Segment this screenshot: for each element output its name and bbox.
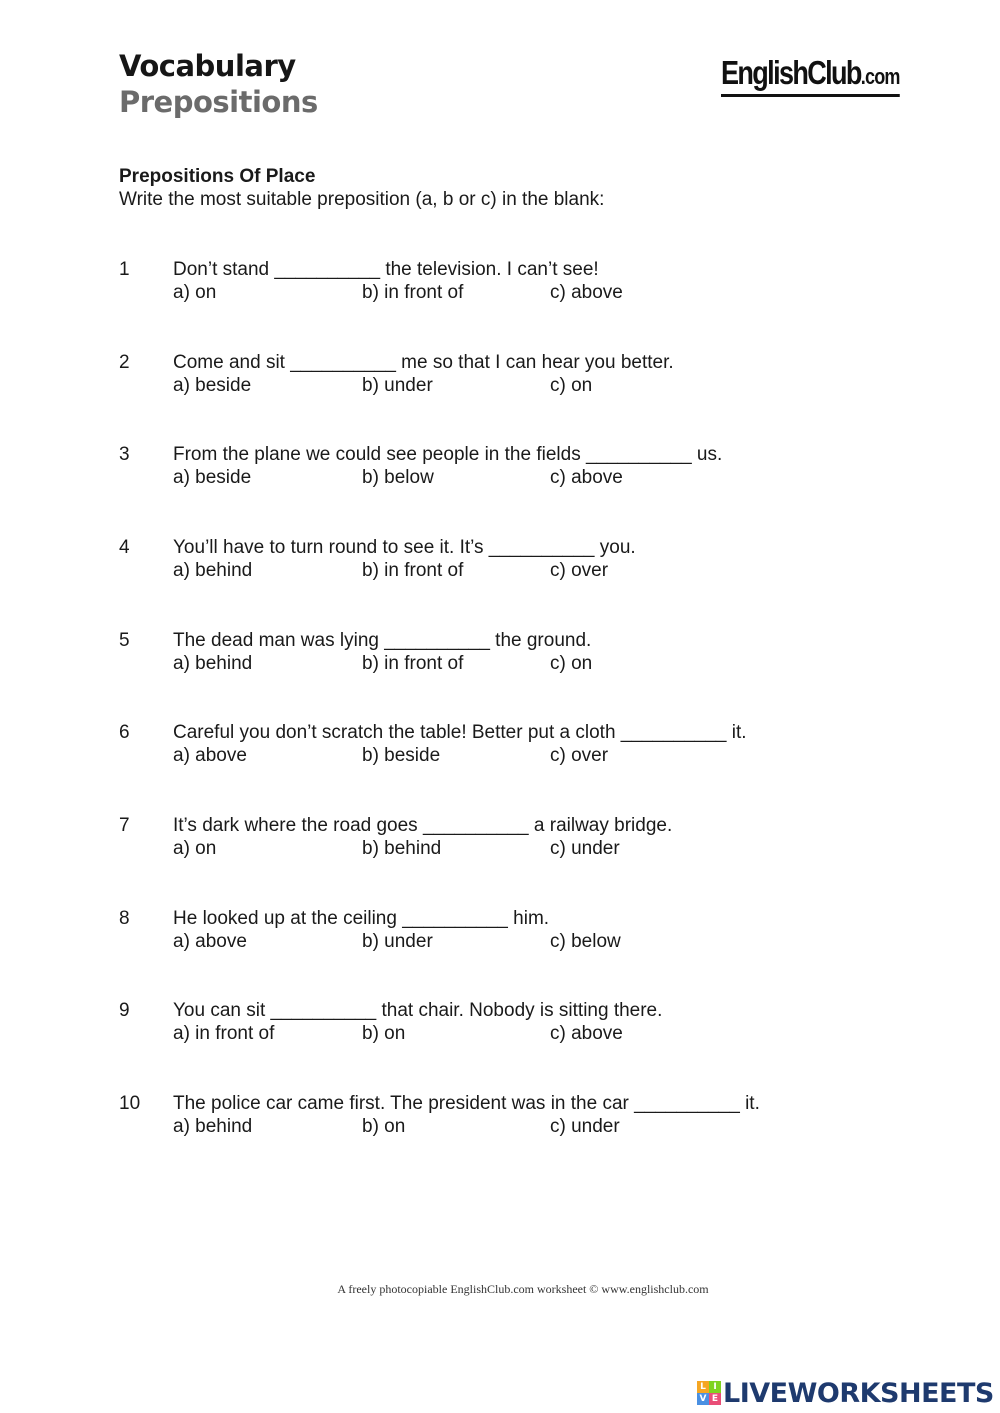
option-a[interactable]: a) beside xyxy=(173,467,252,488)
option-c[interactable]: c) above xyxy=(550,467,623,488)
footer-note: A freely photocopiable EnglishClub.com worksheet © www.englishclub.com xyxy=(337,1282,709,1296)
option-b[interactable]: b) on xyxy=(362,1116,406,1137)
question-number: 6 xyxy=(119,722,130,743)
question-text: Don’t stand __________ the television. I can’t see! xyxy=(173,259,599,280)
option-a[interactable]: a) behind xyxy=(173,1116,253,1137)
option-c[interactable]: c) below xyxy=(550,931,621,952)
option-c[interactable]: c) over xyxy=(550,745,609,766)
option-c[interactable]: c) over xyxy=(550,560,609,581)
title-prepositions: Prepositions xyxy=(119,85,318,119)
question-number: 1 xyxy=(119,259,130,280)
option-b[interactable]: b) beside xyxy=(362,745,441,766)
option-c[interactable]: c) under xyxy=(550,1116,620,1137)
logo-tile-e: E xyxy=(709,1393,721,1405)
logo-tile-l: L xyxy=(697,1381,709,1393)
option-a[interactable]: a) above xyxy=(173,931,247,952)
option-b[interactable]: b) in front of xyxy=(362,560,464,581)
option-a[interactable]: a) on xyxy=(173,282,217,303)
option-a[interactable]: a) in front of xyxy=(173,1023,275,1044)
question-text: The dead man was lying __________ the ground. xyxy=(173,630,592,651)
option-b[interactable]: b) in front of xyxy=(362,653,464,674)
logo-tile-i: I xyxy=(709,1381,721,1393)
question-text: From the plane we could see people in the fields __________ us. xyxy=(173,444,723,465)
option-b[interactable]: b) in front of xyxy=(362,282,464,303)
liveworksheets-text: LIVEWORKSHEETS xyxy=(723,1377,994,1409)
option-c[interactable]: c) under xyxy=(550,838,620,859)
option-b[interactable]: b) on xyxy=(362,1023,406,1044)
question-number: 10 xyxy=(119,1093,141,1114)
question-text: Come and sit __________ me so that I can hear you better. xyxy=(173,352,674,373)
logo-main-text: EnglishClub xyxy=(721,54,861,91)
englishclub-logo[interactable] xyxy=(721,56,900,97)
liveworksheets-badge[interactable] xyxy=(697,1378,994,1408)
question-text: You’ll have to turn round to see it. It’s __________ you. xyxy=(173,537,636,558)
question-number: 7 xyxy=(119,815,130,836)
option-b[interactable]: b) below xyxy=(362,467,434,488)
logo-tile-v: V xyxy=(697,1393,709,1405)
option-c[interactable]: c) above xyxy=(550,1023,623,1044)
option-c[interactable]: c) on xyxy=(550,653,593,674)
question-number: 2 xyxy=(119,352,130,373)
question-number: 4 xyxy=(119,537,130,558)
section-heading: Prepositions Of Place xyxy=(119,166,316,187)
question-text: It’s dark where the road goes __________ a railway bridge. xyxy=(173,815,673,836)
title-vocabulary: Vocabulary xyxy=(119,49,296,83)
question-number: 8 xyxy=(119,908,130,929)
question-number: 5 xyxy=(119,630,130,651)
option-b[interactable]: b) under xyxy=(362,375,433,396)
question-number: 9 xyxy=(119,1000,130,1021)
instruction-text: Write the most suitable preposition (a, b or c) in the blank: xyxy=(119,189,605,210)
option-c[interactable]: c) on xyxy=(550,375,593,396)
question-text: The police car came first. The president was in the car __________ it. xyxy=(173,1093,760,1114)
question-text: He looked up at the ceiling __________ him. xyxy=(173,908,550,929)
option-b[interactable]: b) behind xyxy=(362,838,442,859)
logo-suffix-text: .com xyxy=(860,64,900,89)
worksheet-title xyxy=(119,48,318,120)
option-b[interactable]: b) under xyxy=(362,931,433,952)
question-text: You can sit __________ that chair. Nobody is sitting there. xyxy=(173,1000,663,1021)
question-number: 3 xyxy=(119,444,130,465)
option-c[interactable]: c) above xyxy=(550,282,623,303)
option-a[interactable]: a) beside xyxy=(173,375,252,396)
option-a[interactable]: a) above xyxy=(173,745,247,766)
question-text: Careful you don’t scratch the table! Better put a cloth __________ it. xyxy=(173,722,747,743)
option-a[interactable]: a) behind xyxy=(173,653,253,674)
option-a[interactable]: a) behind xyxy=(173,560,253,581)
liveworksheets-logo-icon xyxy=(697,1381,721,1405)
option-a[interactable]: a) on xyxy=(173,838,217,859)
